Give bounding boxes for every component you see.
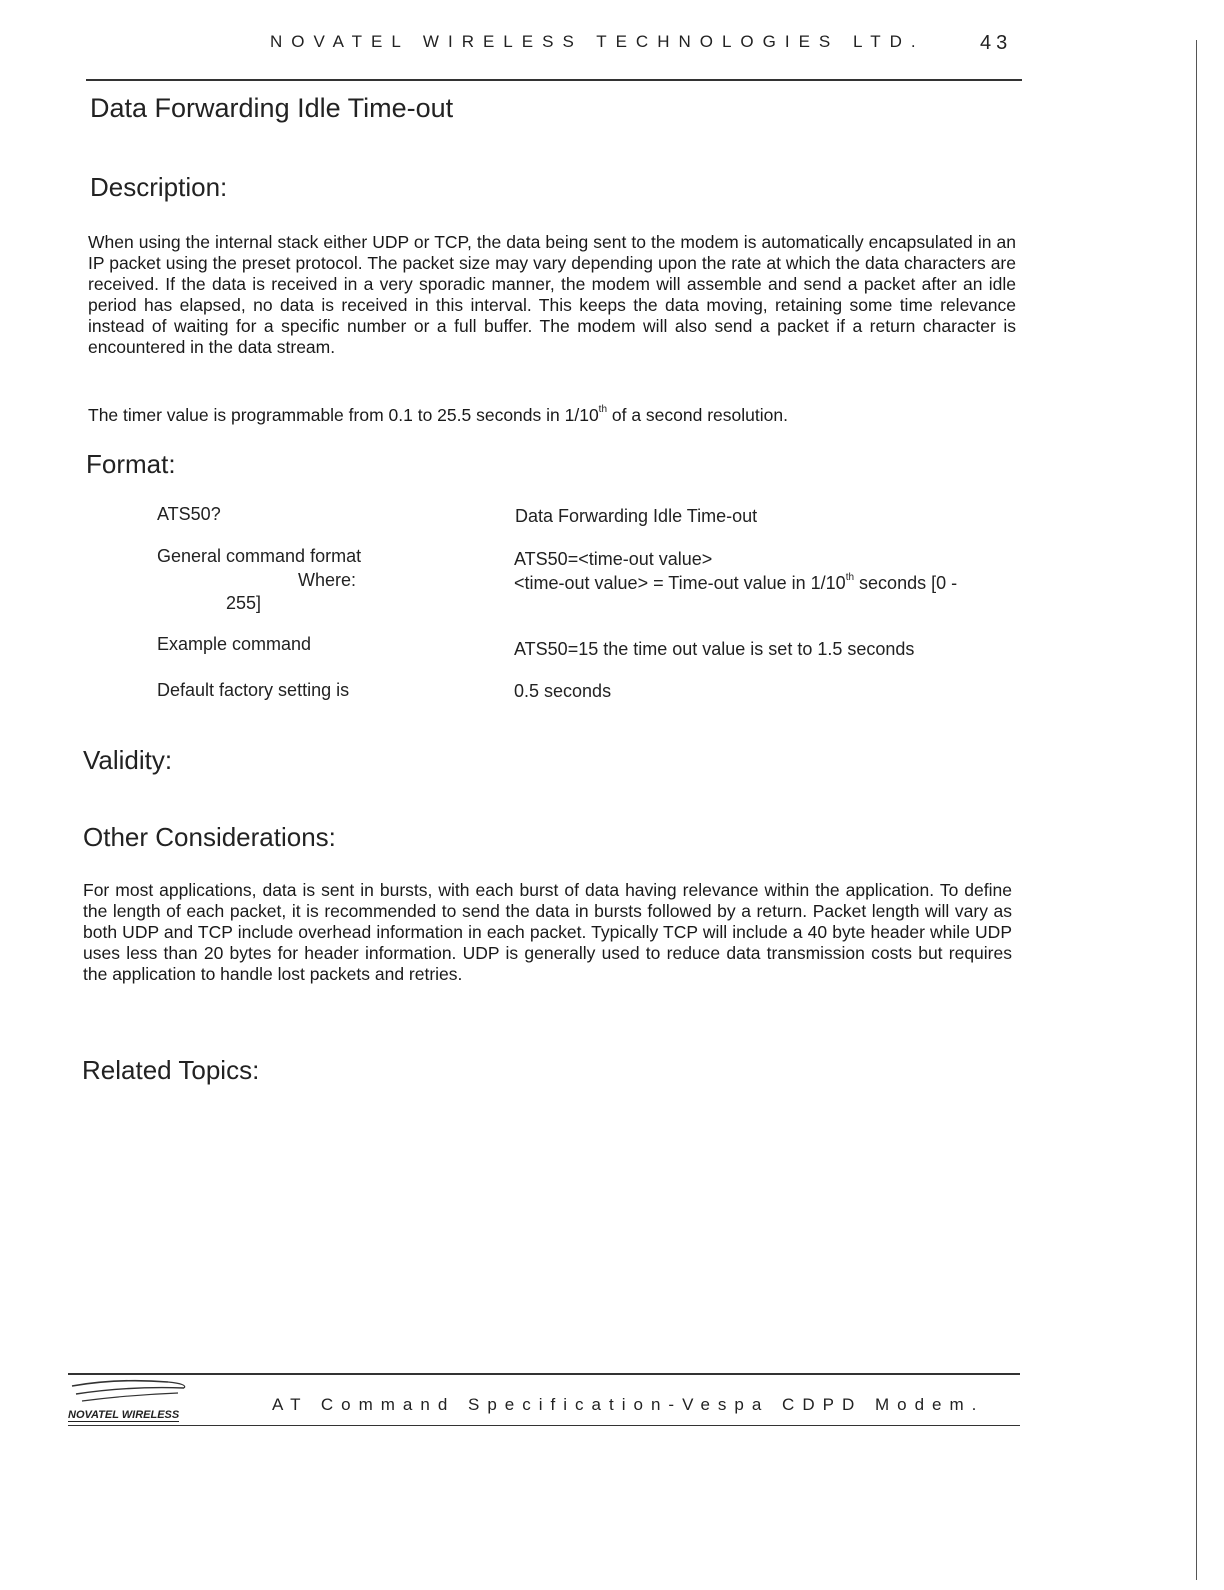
default-setting-label: Default factory setting is <box>157 680 350 700</box>
footer-rule-top <box>68 1373 1020 1375</box>
header-rule <box>86 79 1022 81</box>
query-command-label: ATS50? <box>157 504 221 524</box>
footer-spec-title: AT Command Specification-Vespa CDPD Modem. <box>272 1395 985 1414</box>
page-number: 43 <box>980 32 1013 54</box>
example-command-label: Example command <box>157 634 312 654</box>
description-paragraph: When using the internal stack either UDP or TCP, the data being sent to the modem is automatically encapsulated in an IP packet using the preset protocol. The packet size may vary depending upon the rate at which the data characters are received. If the data is received in a very sporadic manner, the modem will assemble and send a packet after an idle period has elapsed, no data is received in this interval. This keeps the data moving, retaining some time relevance instead of waiting for a specific number or a full buffer. The modem will also send a packet if a return character is encountered in the data stream. <box>88 232 1016 357</box>
where-value-wrap: 255] <box>226 593 262 613</box>
where-value: <time-out value> = Time-out value in 1/10th seconds [0 - <box>514 572 958 593</box>
query-command-value: Data Forwarding Idle Time-out <box>515 506 758 526</box>
header-company: NOVATEL WIRELESS TECHNOLOGIES LTD. <box>270 32 925 51</box>
novatel-logo-icon <box>68 1376 192 1410</box>
example-command-value: ATS50=15 the time out value is set to 1.5 seconds <box>514 639 915 659</box>
footer-rule-bottom <box>68 1425 1020 1426</box>
timer-resolution-text: The timer value is programmable from 0.1 to 25.5 seconds in 1/10th of a second resolution. <box>88 404 788 425</box>
where-label: Where: <box>298 570 357 590</box>
scan-edge-line <box>1196 40 1197 1580</box>
default-setting-value: 0.5 seconds <box>514 681 612 701</box>
format-heading: Format: <box>86 449 176 479</box>
general-format-label: General command format <box>157 546 362 566</box>
other-considerations-paragraph: For most applications, data is sent in bursts, with each burst of data having relevance within the application. To define the length of each packet, it is recommended to send the data in bursts followed by a return. Packet length will vary as both UDP and TCP include overhead information in each packet. Typically TCP will include a 40 byte header while UDP uses less than 20 bytes for header information. UDP is generally used to reduce data transmission costs but requires the application to handle lost packets and retries. <box>83 880 1012 984</box>
validity-heading: Validity: <box>83 745 173 775</box>
related-topics-heading: Related Topics: <box>82 1055 260 1085</box>
footer-logo-text: NOVATEL WIRELESS <box>68 1409 180 1421</box>
description-heading: Description: <box>90 172 228 202</box>
page-title: Data Forwarding Idle Time-out <box>90 93 454 123</box>
other-considerations-heading: Other Considerations: <box>83 822 336 852</box>
general-format-value: ATS50=<time-out value> <box>514 549 713 569</box>
